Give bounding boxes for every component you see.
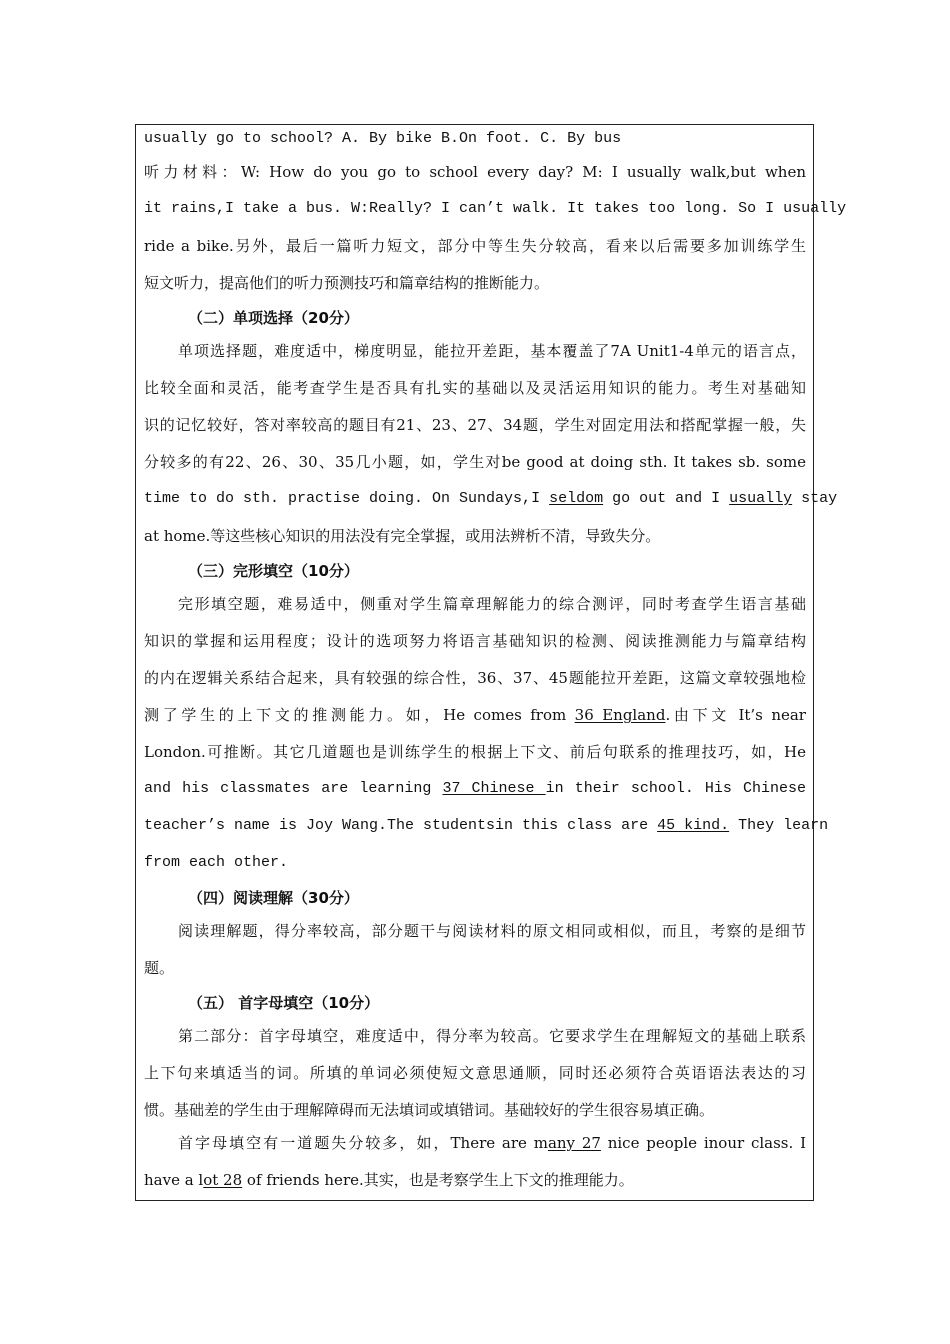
underlined-36-england: 36 England [574, 706, 666, 724]
section-2-line-4: 分较多的有22、26、30、35几小题，如，学生对be good at doing sth. It takes sb. some [144, 453, 806, 471]
section-3-line-2: 知识的掌握和运用程度；设计的选项努力将语言基础知识的检测、阅读推测能力与篇章结构 [144, 632, 806, 650]
listening-script-line-1: 听力材料：W: How do you go to school every day? M: I usually walk,but when [144, 163, 806, 181]
section-5-line-3: 惯。基础差的学生由于理解障碍而无法填词或填错词。基础较好的学生很容易填正确。 [144, 1101, 715, 1119]
underlined-usually: usually [729, 490, 793, 507]
section-2-line-6: at home.等这些核心知识的用法没有完全掌握，或用法辨析不清，导致失分。 [144, 527, 661, 545]
section-3-heading: （三）完形填空（10分） [188, 562, 359, 580]
section-2-heading: （二）单项选择（20分） [188, 309, 359, 327]
section-2-line-2: 比较全面和灵活，能考查学生是否具有扎实的基础以及灵活运用知识的能力。考生对基础知 [144, 379, 806, 397]
section-3-line-8: from each other. [144, 854, 289, 871]
underlined-many-27: any 27 [547, 1134, 601, 1152]
section-2-line-1: 单项选择题，难度适中，梯度明显，能拉开差距，基本覆盖了7A Unit1-4单元的语言点， [178, 342, 806, 360]
listening-comment-line-2: 短文听力，提高他们的听力预测技巧和篇章结构的推断能力。 [144, 274, 550, 292]
section-5-heading: （五） 首字母填空（10分） [188, 994, 380, 1012]
underlined-lot-28: ot 28 [203, 1171, 243, 1189]
section-5-line-2: 上下句来填适当的词。所填的单词必须使短文意思通顺，同时还必须符合英语语法表达的习 [144, 1064, 806, 1082]
section-4-heading: （四）阅读理解（30分） [188, 889, 359, 907]
section-3-line-5: London.可推断。其它几道题也是训练学生的根据上下文、前后句联系的推理技巧，如，He [144, 743, 806, 761]
section-5-line-1: 第二部分：首字母填空，难度适中，得分率为较高。它要求学生在理解短文的基础上联系 [178, 1027, 806, 1045]
section-3-line-7: teacher’s name is Joy Wang.The studentsin this class are 45 kind. They learn [144, 817, 829, 834]
section-5-line-4: 首字母填空有一道题失分较多，如，There are many 27 nice people inour class. I [178, 1134, 806, 1152]
listening-script-line-2: it rains,I take a bus. W:Really? I can’t walk. It takes too long. So I usually [144, 200, 847, 217]
section-2-line-5: time to do sth. practise doing. On Sundays,I seldom go out and I usually stay [144, 490, 838, 507]
underlined-45-kind: 45 kind. [657, 817, 730, 834]
listening-comment-line-1: ride a bike.另外，最后一篇听力短文，部分中等生失分较高，看来以后需要多加训练学生 [144, 237, 806, 255]
section-3-line-1: 完形填空题，难易适中，侧重对学生篇章理解能力的综合测评，同时考查学生语言基础 [178, 595, 806, 613]
section-2-line-3: 识的记忆较好，答对率较高的题目有21、23、27、34题，学生对固定用法和搭配掌握一般，失 [144, 416, 806, 434]
section-4-line-1: 阅读理解题，得分率较高，部分题干与阅读材料的原文相同或相似，而且，考察的是细节 [178, 922, 806, 940]
underlined-37-chinese: 37 Chinese [442, 780, 546, 797]
section-5-line-5: have a lot 28 of friends here.其实，也是考察学生上下文的推理能力。 [144, 1171, 634, 1189]
underlined-seldom: seldom [549, 490, 604, 507]
section-3-line-4: 测了学生的上下文的推测能力。如，He comes from 36 England.由下文 It’s near [144, 706, 806, 724]
section-3-line-6: and his classmates are learning 37 Chinese in their school. His Chinese [144, 780, 806, 797]
section-4-line-2: 题。 [144, 959, 175, 977]
section-3-line-3: 的内在逻辑关系结合起来，具有较强的综合性，36、37、45题能拉开差距，这篇文章较强地检 [144, 669, 806, 687]
listening-options-line: usually go to school? A. By bike B.On foot. C. By bus [144, 130, 622, 147]
